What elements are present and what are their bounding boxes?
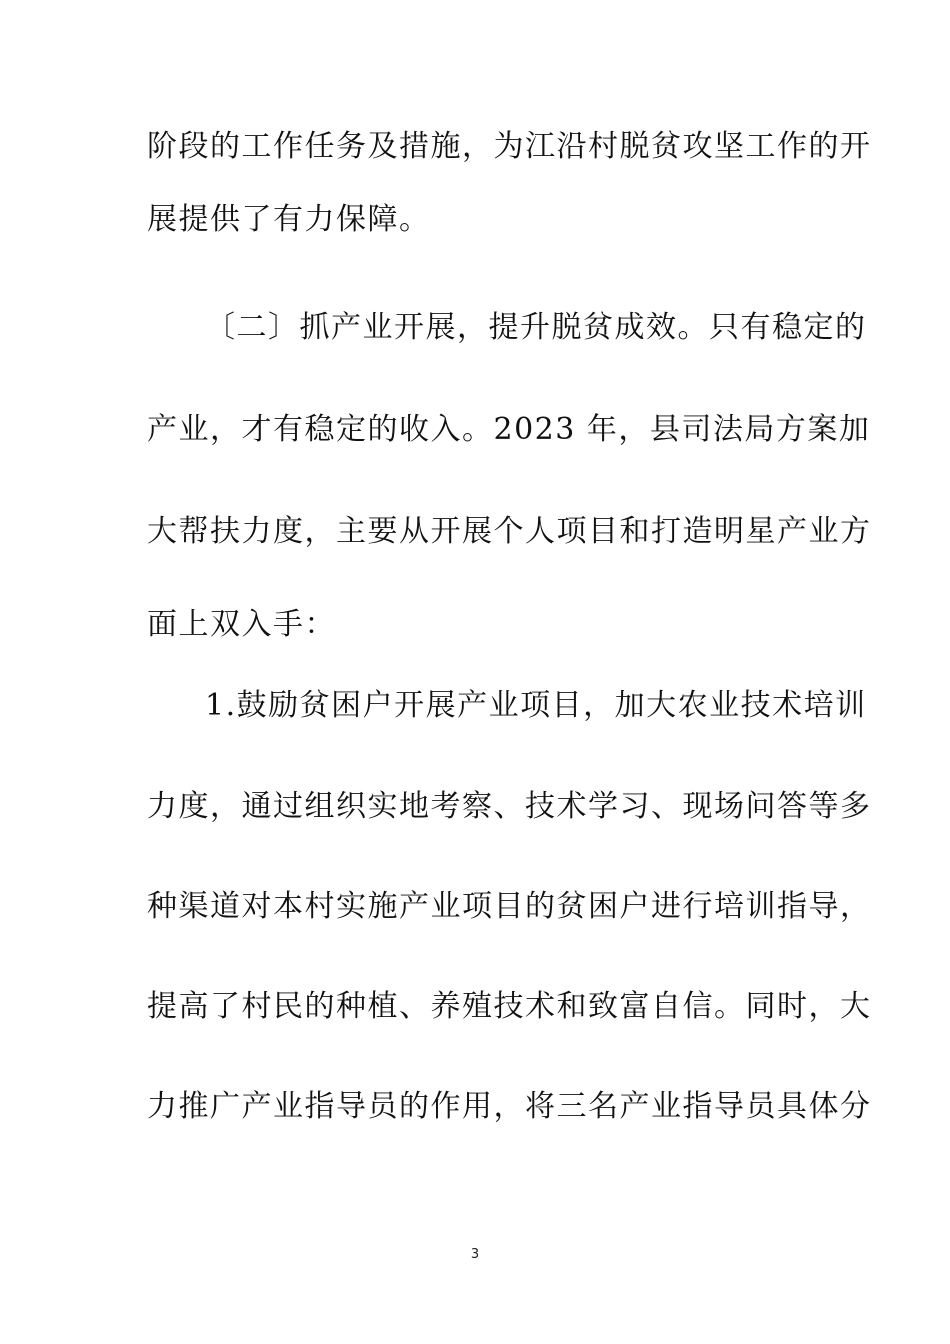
- page-number: 3: [470, 1247, 480, 1262]
- body-text-line: 力推广产业指导员的作用，将三名产业指导员具体分: [147, 1089, 872, 1124]
- body-text-line: 大帮扶力度，主要从开展个人项目和打造明星产业方: [147, 514, 872, 549]
- body-text-line: 面上双入手：: [147, 607, 336, 642]
- body-text-line: 产业，才有稳定的收入。2023 年，县司法局方案加: [147, 412, 871, 447]
- body-text-line: 阶段的工作任务及措施，为江沿村脱贫攻坚工作的开: [147, 129, 872, 164]
- section-heading-line: 〔二〕抓产业开展，提升脱贫成效。只有稳定的: [205, 310, 867, 345]
- body-text-line: 种渠道对本村实施产业项目的贫困户进行培训指导，: [147, 889, 872, 924]
- body-text-line: 提高了村民的种植、养殖技术和致富自信。同时，大: [147, 989, 872, 1024]
- list-item-line: 1.鼓励贫困户开展产业项目，加大农业技术培训: [205, 688, 867, 723]
- body-text-line: 力度，通过组织实地考察、技术学习、现场问答等多: [147, 789, 872, 824]
- body-text-line: 展提供了有力保障。: [147, 202, 431, 237]
